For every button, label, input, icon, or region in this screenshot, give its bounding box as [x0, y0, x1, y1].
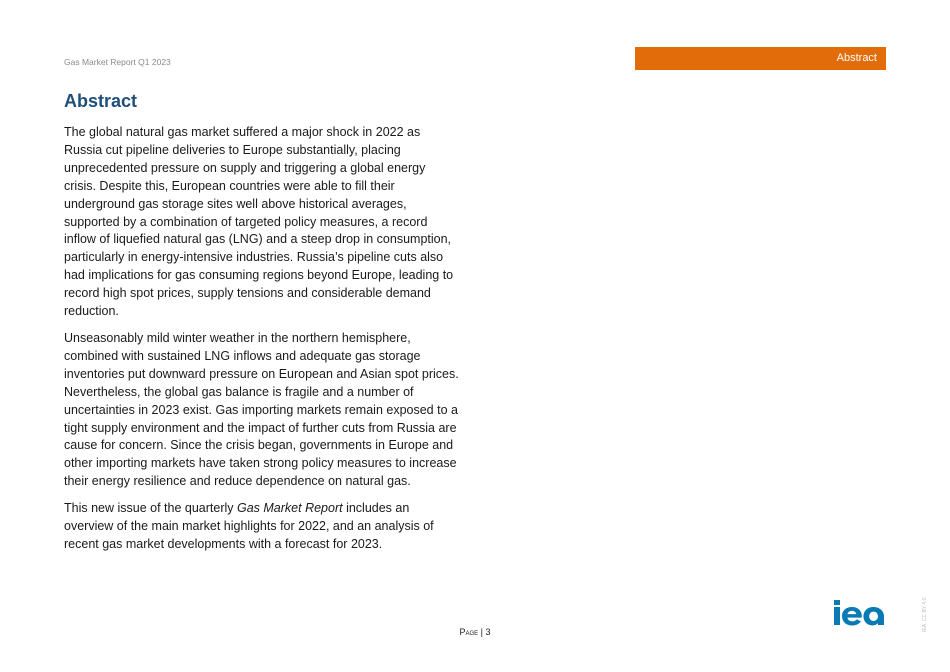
closing-text-before: This new issue of the quarterly — [64, 501, 237, 516]
closing-paragraph — [64, 500, 459, 554]
page-footer — [0, 627, 950, 637]
page-label: Page — [459, 627, 479, 637]
running-header: Gas Market Report Q1 2023 — [64, 57, 171, 67]
paragraph: The global natural gas market suffered a major shock in 2022 as Russia cut pipeline deliveries to Europe substantially, placing unprecedented pressure on supply and triggering a global energy crisis. Despite this, European countries were able to fill their underground gas storage sites well above historical averages, supported by a combination of targeted policy measures, a record inflow of liquefied natural gas (LNG) and a steep drop in consumption, particularly in energy-intensive industries. Russia’s pipeline cuts also had implications for gas consuming regions beyond Europe, leading to record high spot prices, supply tensions and considerable demand reduction. — [64, 125, 454, 319]
closing-text-after: includes an overview of the main market highlights for 2022, and an analysis of recent gas market developments with a forecast for 2023. — [64, 501, 434, 551]
section-tab-label: Abstract — [836, 52, 877, 64]
paragraph: Unseasonably mild winter weather in the northern hemisphere, combined with sustained LNG inflows and adequate gas storage inventories put downward pressure on European and Asian spot prices. Nevertheless, the global gas balance is fragile and a number of uncertainties in 2023 exist. Gas importing markets remain exposed to a tight supply environment and the impact of further cuts from Russia are cause for concern. Since the crisis began, governments in Europe and other importing markets have taken strong policy measures to increase their energy resilience and reduce dependence on natural gas. — [64, 330, 459, 489]
license-mark: IEA. CC BY 4.0. — [922, 596, 928, 632]
page-number: 3 — [485, 627, 491, 637]
page-separator: | — [478, 627, 486, 637]
section-tab — [635, 47, 886, 70]
page-title: Abstract — [64, 91, 138, 111]
iea-logo — [833, 600, 887, 626]
body-text — [64, 124, 459, 563]
report-title-emphasis: Gas Market Report — [237, 501, 343, 516]
